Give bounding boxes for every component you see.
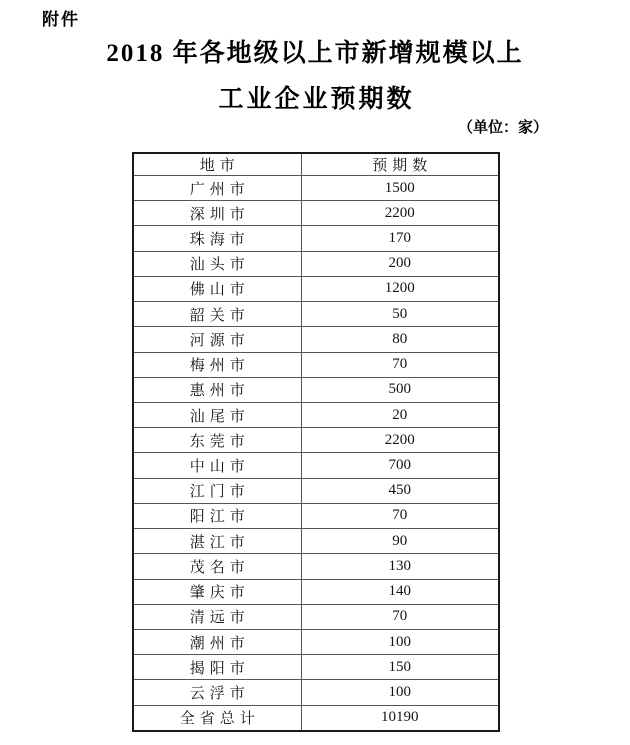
table-row: [133, 176, 499, 201]
table-body: [133, 176, 499, 732]
table-row: [133, 352, 499, 377]
city-cell: 河源市: [133, 327, 301, 352]
city-cell: 中山市: [133, 453, 301, 478]
value-cell: 2200: [301, 428, 499, 453]
table-row: [133, 478, 499, 503]
table-row: [133, 302, 499, 327]
value-cell: 90: [301, 529, 499, 554]
city-cell: 广州市: [133, 176, 301, 201]
value-cell: 20: [301, 402, 499, 427]
value-cell: 200: [301, 251, 499, 276]
value-cell: 2200: [301, 201, 499, 226]
city-cell: 云浮市: [133, 680, 301, 705]
value-cell: 700: [301, 453, 499, 478]
city-cell: 阳江市: [133, 503, 301, 528]
city-cell: 湛江市: [133, 529, 301, 554]
table-row: [133, 251, 499, 276]
expected-numbers-table: [132, 152, 500, 732]
city-cell: 韶关市: [133, 302, 301, 327]
table-row: [133, 276, 499, 301]
city-cell: 佛山市: [133, 276, 301, 301]
table-row: [133, 453, 499, 478]
value-cell: 130: [301, 554, 499, 579]
table-row: [133, 377, 499, 402]
table-row: [133, 402, 499, 427]
city-cell: 东莞市: [133, 428, 301, 453]
table-row: [133, 503, 499, 528]
city-cell: 珠海市: [133, 226, 301, 251]
column-header-city: 地市: [133, 153, 301, 176]
table-row: [133, 226, 499, 251]
city-cell: 汕尾市: [133, 402, 301, 427]
value-cell: 1200: [301, 276, 499, 301]
city-cell: 清远市: [133, 604, 301, 629]
value-cell: 100: [301, 629, 499, 654]
city-cell: 全省总计: [133, 705, 301, 731]
city-cell: 潮州市: [133, 629, 301, 654]
total-row: [133, 705, 499, 731]
city-cell: 汕头市: [133, 251, 301, 276]
city-cell: 深圳市: [133, 201, 301, 226]
table-row: [133, 327, 499, 352]
table-row: [133, 604, 499, 629]
value-cell: 170: [301, 226, 499, 251]
table-row: [133, 629, 499, 654]
document-title-line2: 工业企业预期数: [218, 86, 415, 113]
unit-note: （单位：家）: [457, 119, 548, 136]
value-cell: 70: [301, 503, 499, 528]
table-header-row: [133, 153, 499, 176]
value-cell: 140: [301, 579, 499, 604]
document-title-line1: 2018 年各地级以上市新增规模以上: [106, 40, 524, 67]
table-row: [133, 655, 499, 680]
value-cell: 80: [301, 327, 499, 352]
value-cell: 150: [301, 655, 499, 680]
table-row: [133, 201, 499, 226]
city-cell: 肇庆市: [133, 579, 301, 604]
value-cell: 450: [301, 478, 499, 503]
table-row: [133, 579, 499, 604]
table-row: [133, 529, 499, 554]
city-cell: 梅州市: [133, 352, 301, 377]
value-cell: 50: [301, 302, 499, 327]
attachment-label: 附件: [42, 10, 80, 29]
value-cell: 70: [301, 604, 499, 629]
city-cell: 茂名市: [133, 554, 301, 579]
city-cell: 揭阳市: [133, 655, 301, 680]
value-cell: 500: [301, 377, 499, 402]
city-cell: 江门市: [133, 478, 301, 503]
value-cell: 1500: [301, 176, 499, 201]
value-cell: 10190: [301, 705, 499, 731]
column-header-expected: 预期数: [301, 153, 499, 176]
city-cell: 惠州市: [133, 377, 301, 402]
table-row: [133, 428, 499, 453]
value-cell: 70: [301, 352, 499, 377]
value-cell: 100: [301, 680, 499, 705]
table-row: [133, 680, 499, 705]
table-row: [133, 554, 499, 579]
